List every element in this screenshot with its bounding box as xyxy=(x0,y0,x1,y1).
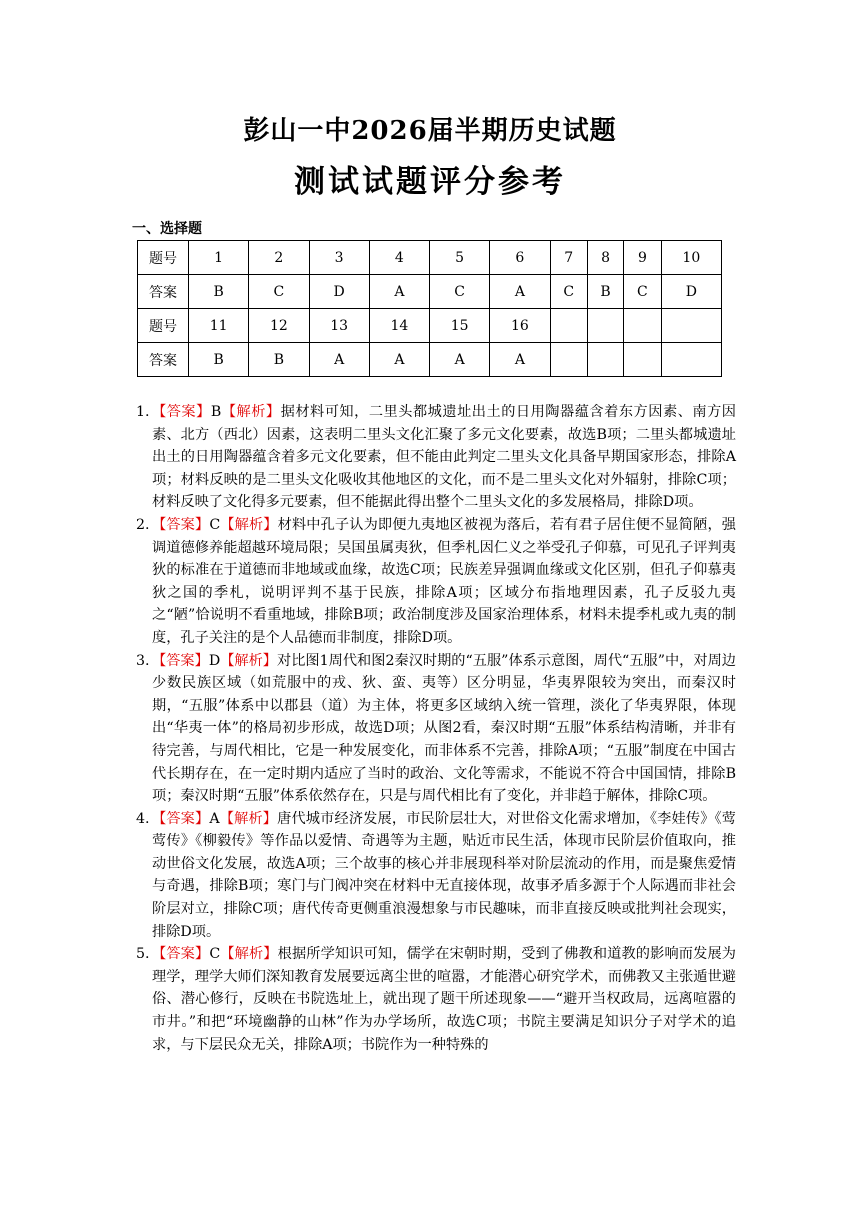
question-list xyxy=(136,401,736,1056)
table-cell: 15 xyxy=(430,309,490,343)
analysis-text: 根据所学知识可知，儒学在宋朝时期，受到了佛教和道教的影响而发展为理学，理学大师们深知教育发展要远离尘世的喧嚣，才能潜心研究学术，而佛教又主张遁世避俗、潜心修行，反映在书院选址上，就出现了题干所述现象——“避开当权政局，远离喧嚣的市井。”和把“环境幽静的山林”作为办学场所，故选C项；书院主要满足知识分子对学术的追求，与下层民众无关，排除A项；书院作为一种特殊的 xyxy=(152,946,736,1053)
table-cell xyxy=(624,343,662,377)
answer-tag: 【答案】 xyxy=(152,946,210,963)
table-row xyxy=(138,241,722,275)
analysis-tag: 【解析】 xyxy=(219,810,278,827)
answer-tag: 【答案】 xyxy=(152,516,210,533)
table-row xyxy=(138,275,722,309)
answer-letter: B xyxy=(210,404,222,420)
table-cell: 16 xyxy=(490,309,550,343)
question-body xyxy=(152,514,736,650)
table-cell: 2 xyxy=(249,241,309,275)
row-label: 答案 xyxy=(138,343,189,377)
analysis-tag: 【解析】 xyxy=(221,404,281,420)
table-cell xyxy=(588,343,624,377)
question-number: 2. xyxy=(136,516,150,533)
table-cell: 3 xyxy=(309,241,369,275)
answer-tag: 【答案】 xyxy=(152,810,210,827)
table-cell: 12 xyxy=(249,309,309,343)
table-cell: A xyxy=(369,275,429,309)
table-cell xyxy=(661,309,721,343)
table-row xyxy=(138,309,722,343)
table-cell xyxy=(588,309,624,343)
question-number: 4. xyxy=(136,810,150,827)
table-cell: D xyxy=(661,275,721,309)
table-cell: C xyxy=(249,275,309,309)
question-body xyxy=(152,401,736,514)
table-cell: B xyxy=(189,275,249,309)
question-body xyxy=(152,808,736,944)
table-cell: 13 xyxy=(309,309,369,343)
table-row xyxy=(138,343,722,377)
list-item xyxy=(136,808,736,944)
question-number: 3. xyxy=(136,652,150,669)
table-cell: A xyxy=(490,275,550,309)
table-cell: C xyxy=(550,275,588,309)
answer-letter: A xyxy=(209,810,220,827)
question-number: 1. xyxy=(136,404,150,420)
answer-tag: 【答案】 xyxy=(152,404,211,420)
row-label: 答案 xyxy=(138,275,189,309)
document-title: 彭山一中2026届半期历史试题 xyxy=(243,116,617,146)
answer-tag: 【答案】 xyxy=(152,652,209,669)
list-item xyxy=(136,943,736,1056)
table-cell: A xyxy=(369,343,429,377)
list-item xyxy=(136,514,736,650)
question-body xyxy=(152,650,736,808)
table-cell xyxy=(550,309,588,343)
table-cell: 11 xyxy=(189,309,249,343)
table-cell: 5 xyxy=(430,241,490,275)
table-cell: 7 xyxy=(550,241,588,275)
table-cell: 4 xyxy=(369,241,429,275)
document-subtitle: 测试试题评分参考 xyxy=(294,164,566,200)
analysis-tag: 【解析】 xyxy=(220,516,278,533)
answer-letter: C xyxy=(209,516,221,533)
table-cell: C xyxy=(430,275,490,309)
answer-letter: D xyxy=(208,652,221,669)
table-cell xyxy=(550,343,588,377)
list-item xyxy=(136,401,736,514)
table-cell: D xyxy=(309,275,369,309)
question-number: 5. xyxy=(136,946,150,963)
section-heading: 一、选择题 xyxy=(132,221,202,237)
analysis-text: 据材料可知，二里头都城遗址出土的日用陶器蕴含着东方因素、南方因素、北方（西北）因素，这表明二里头文化汇聚了多元文化要素，故选B项；二里头都城遗址出土的日用陶器蕴含着多元文化要素，但不能由此判定二里头文化具备早期国家形态，排除A项；材料反映的是二里头文化吸收其他地区的文化，而不是二里头文化对外辐射，排除C项；材料反映了文化得多元要素，但不能据此得出整个二里头文化的多发展格局，排除D项。 xyxy=(152,404,736,511)
table-cell: A xyxy=(309,343,369,377)
table-cell: 8 xyxy=(588,241,624,275)
table-cell: 14 xyxy=(369,309,429,343)
table-cell: A xyxy=(430,343,490,377)
list-item xyxy=(136,650,736,808)
table-cell xyxy=(624,309,662,343)
table-cell: 9 xyxy=(624,241,662,275)
analysis-tag: 【解析】 xyxy=(220,652,278,669)
row-label: 题号 xyxy=(138,309,189,343)
question-body xyxy=(152,943,736,1056)
table-cell: 10 xyxy=(661,241,721,275)
table-cell: B xyxy=(588,275,624,309)
table-cell: 1 xyxy=(189,241,249,275)
answer-table xyxy=(137,240,722,377)
analysis-tag: 【解析】 xyxy=(220,946,278,963)
analysis-text: 唐代城市经济发展，市民阶层壮大，对世俗文化需求增加，《李娃传》《莺莺传》《柳毅传》等作品以爱情、奇遇等为主题，贴近市民生活，体现市民阶层价值取向，推动世俗文化发展，故选A项；三个故事的核心并非展现科举对阶层流动的作用，而是聚焦爱情与奇遇，排除B项；寒门与门阀冲突在材料中无直接体现，故事矛盾多源于个人际遇而非社会阶层对立，排除C项；唐代传奇更侧重浪漫想象与市民趣味，而非直接反映或批判社会现实，排除D项。 xyxy=(152,810,736,940)
analysis-text: 对比图1周代和图2秦汉时期的“五服”体系示意图，周代“五服”中，对周边少数民族区域（如荒服中的戎、狄、蛮、夷等）区分明显，华夷界限较为突出，而秦汉时期，“五服”体系中以郡县（道）为主体，将更多区域纳入统一管理，淡化了华夷界限，体现出“华夷一体”的格局初步形成，故选D项；从图2看，秦汉时期“五服”体系结构清晰，并非有待完善，与周代相比，它是一种发展变化，而非体系不完善，排除A项；“五服”制度在中国古代长期存在，在一定时期内适应了当时的政治、文化等需求，不能说不符合中国国情，排除B项；秦汉时期“五服”体系依然存在，只是与周代相比有了变化，并非趋于解体，排除C项。 xyxy=(152,652,736,805)
row-label: 题号 xyxy=(138,241,189,275)
table-cell: B xyxy=(189,343,249,377)
table-cell: B xyxy=(249,343,309,377)
table-cell: A xyxy=(490,343,550,377)
analysis-text: 材料中孔子认为即便九夷地区被视为落后，若有君子居住便不显简陋，强调道德修养能超越环境局限；吴国虽属夷狄，但季札因仁义之举受孔子仰慕，可见孔子评判夷狄的标准在于道德而非地域或血缘，故选C项；民族差异强调血缘或文化区别，但孔子仰慕夷狄之国的季札，说明评判不基于民族，排除A项；区域分布指地理因素，孔子反驳九夷之“陋”恰说明不看重地域，排除B项；政治制度涉及国家治理体系，材料未提季札或九夷的制度，孔子关注的是个人品德而非制度，排除D项。 xyxy=(152,516,736,646)
table-cell xyxy=(661,343,721,377)
table-cell: C xyxy=(624,275,662,309)
table-cell: 6 xyxy=(490,241,550,275)
answer-letter: C xyxy=(209,946,221,963)
